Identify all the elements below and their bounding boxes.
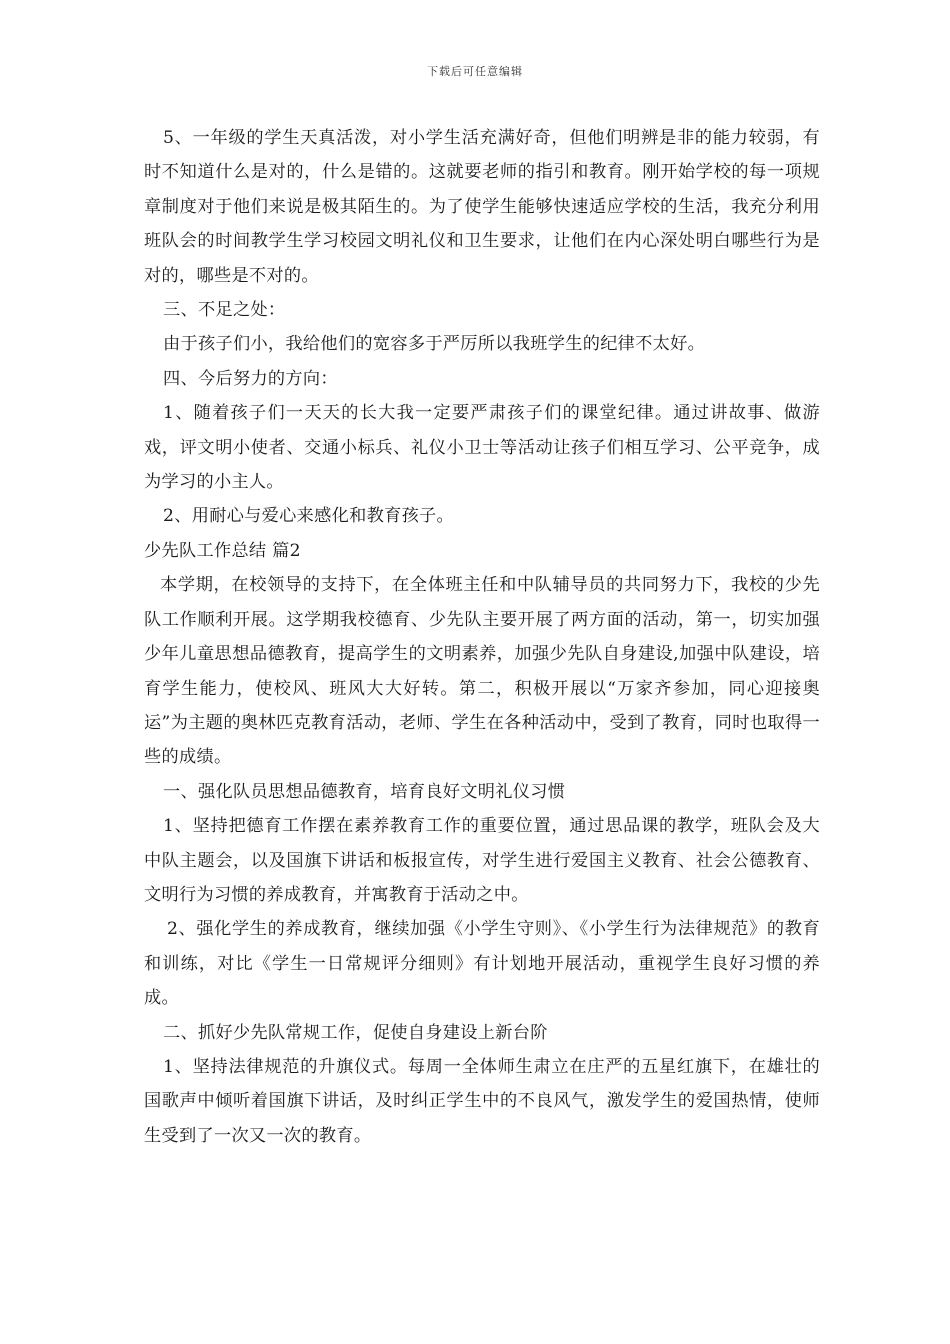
paragraph-direction-1: 1、随着孩子们一天天的长大我一定要严肃孩子们的课堂纪律。通过讲故事、做游戏，评文明小使者、交通小标兵、礼仪小卫士等活动让孩子们相互学习、公平竞争，成为学习的小主人。 bbox=[144, 403, 820, 493]
section-heading-shortcomings: 三、不足之处： bbox=[163, 300, 286, 321]
paragraph-shortcomings: 由于孩子们小，我给他们的宽容多于严厉所以我班学生的纪律不太好。 bbox=[163, 334, 706, 355]
paragraph-item-5: 5、一年级的学生天真活泼，对小学生活充满好奇，但他们明辨是非的能力较弱，有时不知道什么是对的，什么是错的。这就要老师的指引和教育。刚开始学校的每一项规章制度对于他们来说是极其陌生的。为了使学生能够快速适应学校的生活，我充分利用班队会的时间教学生学习校园文明礼仪和卫生要求，让他们在内心深处明白哪些行为是对的，哪些是不对的。 bbox=[144, 128, 820, 286]
paragraph-moral-2: 2、强化学生的养成教育，继续加强《小学生守则》、《小学生行为法律规范》的教育和训练，对比《学生一日常规评分细则》有计划地开展活动，重视学生良好习惯的养成。 bbox=[144, 919, 820, 1009]
paragraph-intro-part-2: 本学期，在校领导的支持下，在全体班主任和中队辅导员的共同努力下，我校的少先队工作顺利开展。这学期我校德育、少先队主要开展了两方面的活动，第一，切实加强少年儿童思想品德教育，提高学生的文明素养，加强少先队自身建设,加强中队建设，培育学生能力，使校风、班风大大好转。第二，积极开展以“万家齐参加，同心迎接奥运”为主题的奥林匹克教育活动，老师、学生在各种活动中，受到了教育，同时也取得一些的成绩。 bbox=[144, 575, 820, 768]
section-title-part-2: 少先队工作总结 篇2 bbox=[144, 540, 301, 561]
page-header: 下载后可任意编辑 bbox=[427, 65, 523, 78]
section-heading-moral-education: 一、强化队员思想品德教育，培育良好文明礼仪习惯 bbox=[163, 781, 566, 802]
paragraph-routine-1: 1、坚持法律规范的升旗仪式。每周一全体师生肃立在庄严的五星红旗下，在雄壮的国歌声中倾听着国旗下讲话，及时纠正学生中的不良风气，激发学生的爱国热情，使师生受到了一次又一次的教育。 bbox=[144, 1056, 820, 1146]
document-body bbox=[144, 121, 820, 1153]
section-heading-routine-work: 二、抓好少先队常规工作，促使自身建设上新台阶 bbox=[163, 1022, 548, 1043]
paragraph-direction-2: 2、用耐心与爱心来感化和教育孩子。 bbox=[163, 506, 455, 527]
section-heading-future-direction: 四、今后努力的方向： bbox=[163, 368, 338, 389]
paragraph-moral-1: 1、坚持把德育工作摆在素养教育工作的重要位置，通过思品课的教学，班队会及大中队主题会，以及国旗下讲话和板报宣传，对学生进行爱国主义教育、社会公德教育、文明行为习惯的养成教育，并寓教育于活动之中。 bbox=[144, 816, 820, 905]
